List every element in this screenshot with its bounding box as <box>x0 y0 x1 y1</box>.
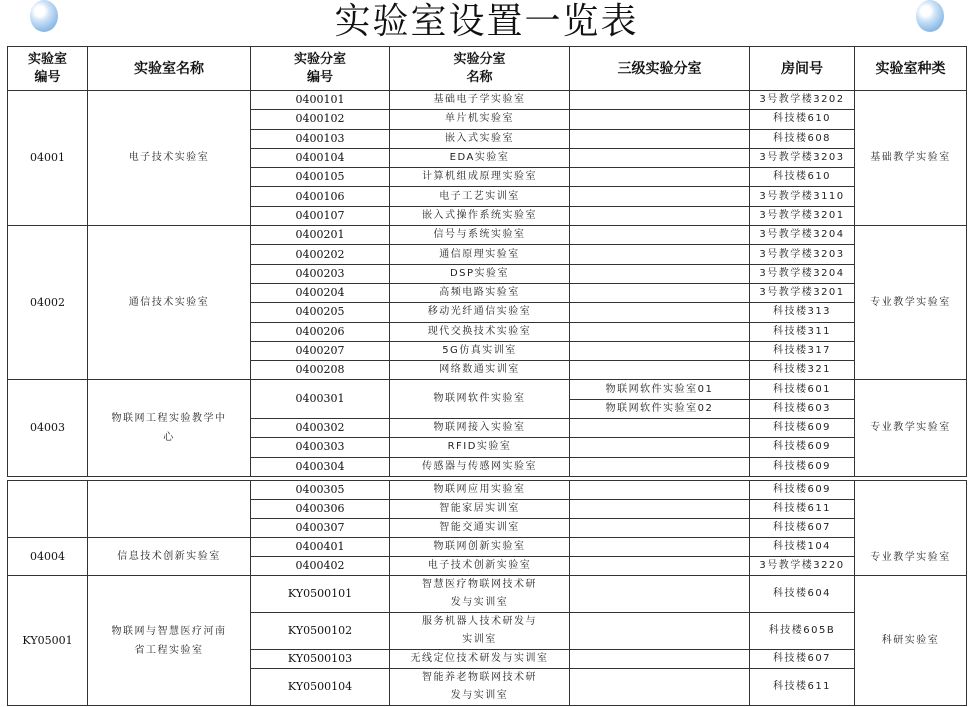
header-sub-name-text: 实验分室 名称 <box>453 51 506 85</box>
room-cell: 科技楼611 <box>750 500 855 519</box>
sub-name-cell: 单片机实验室 <box>390 110 570 129</box>
sub-code-cell: 0400307 <box>251 519 390 538</box>
sub-name-cell: 电子工艺实训室 <box>390 187 570 206</box>
lab-code-cell: 04004 <box>8 538 88 576</box>
third-level-cell <box>570 361 750 380</box>
sub-code-cell: KY0500101 <box>251 576 390 613</box>
room-cell: 3号教学楼3202 <box>750 91 855 110</box>
table-row <box>8 91 967 110</box>
third-level-cell <box>570 264 750 283</box>
table-row <box>8 380 967 399</box>
sub-name-cell: 服务机器人技术研发与实训室 <box>390 613 570 650</box>
sub-code-cell: 0400106 <box>251 187 390 206</box>
third-level-cell <box>570 187 750 206</box>
third-level-cell <box>570 576 750 613</box>
lab-type-cell: 专业教学实验室 <box>855 226 967 380</box>
third-level-cell <box>570 322 750 341</box>
page-title: 实验室设置一览表 <box>334 1 639 42</box>
sub-code-cell: 0400401 <box>251 538 390 557</box>
sub-code-cell: 0400101 <box>251 91 390 110</box>
third-level-cell <box>570 438 750 457</box>
third-level-cell <box>570 341 750 360</box>
sub-code-cell: 0400305 <box>251 481 390 500</box>
lab-code-cell: 04001 <box>8 91 88 226</box>
room-cell: 3号教学楼3220 <box>750 557 855 576</box>
sub-code-cell: 0400104 <box>251 148 390 167</box>
room-cell: 科技楼607 <box>750 519 855 538</box>
sub-code-cell: 0400205 <box>251 303 390 322</box>
third-level-cell <box>570 669 750 706</box>
sub-code-cell: 0400402 <box>251 557 390 576</box>
third-level-cell <box>570 457 750 476</box>
sub-code-cell: 0400303 <box>251 438 390 457</box>
lab-name-cell: 物联网工程实验教学中心 <box>88 380 251 476</box>
table-row <box>8 538 967 557</box>
room-cell: 科技楼607 <box>750 650 855 669</box>
room-cell: 科技楼603 <box>750 399 855 418</box>
sub-name-cell: 物联网软件实验室 <box>390 380 570 419</box>
third-level-cell <box>570 650 750 669</box>
sub-name-cell: 现代交换技术实验室 <box>390 322 570 341</box>
sub-code-cell: 0400107 <box>251 206 390 225</box>
sub-name-cell: RFID实验室 <box>390 438 570 457</box>
lab-type-cell: 专业教学实验室 <box>855 481 967 576</box>
sub-name-cell: 智能家居实训室 <box>390 500 570 519</box>
sub-code-cell: 0400306 <box>251 500 390 519</box>
lab-table-bottom <box>7 480 967 706</box>
third-level-cell <box>570 148 750 167</box>
header-sub-code <box>251 47 390 91</box>
sub-name-cell: 物联网应用实验室 <box>390 481 570 500</box>
third-level-cell <box>570 613 750 650</box>
lab-type-cell: 科研实验室 <box>855 576 967 706</box>
third-level-cell <box>570 538 750 557</box>
third-level-cell: 物联网软件实验室01 <box>570 380 750 399</box>
sub-code-cell: 0400204 <box>251 283 390 302</box>
sub-name-cell: 嵌入式操作系统实验室 <box>390 206 570 225</box>
header-lab-code <box>8 47 88 91</box>
sub-code-cell: 0400103 <box>251 129 390 148</box>
lab-name-cell <box>88 481 251 538</box>
lab-name-cell: 物联网与智慧医疗河南省工程实验室 <box>88 576 251 706</box>
sub-code-cell: 0400102 <box>251 110 390 129</box>
lab-table-top <box>7 46 967 477</box>
sub-code-cell: 0400206 <box>251 322 390 341</box>
table-row <box>8 576 967 613</box>
lab-name-cell: 信息技术创新实验室 <box>88 538 251 576</box>
sub-code-cell: 0400203 <box>251 264 390 283</box>
lab-name-cell: 通信技术实验室 <box>88 226 251 380</box>
sub-code-cell: 0400302 <box>251 419 390 438</box>
sub-name-cell: 计算机组成原理实验室 <box>390 168 570 187</box>
third-level-cell <box>570 500 750 519</box>
room-cell: 科技楼610 <box>750 168 855 187</box>
sub-name-cell: 信号与系统实验室 <box>390 226 570 245</box>
sub-code-cell: 0400301 <box>251 380 390 419</box>
room-cell: 3号教学楼3204 <box>750 264 855 283</box>
sub-name-cell: 移动光纤通信实验室 <box>390 303 570 322</box>
sub-name-cell: 物联网创新实验室 <box>390 538 570 557</box>
room-cell: 3号教学楼3204 <box>750 226 855 245</box>
room-cell: 科技楼609 <box>750 457 855 476</box>
sub-code-cell: 0400105 <box>251 168 390 187</box>
room-cell: 科技楼313 <box>750 303 855 322</box>
lab-code-cell: KY05001 <box>8 576 88 706</box>
third-level-cell <box>570 226 750 245</box>
room-cell: 科技楼601 <box>750 380 855 399</box>
lab-name-cell: 电子技术实验室 <box>88 91 251 226</box>
lab-type-cell: 专业教学实验室 <box>855 380 967 476</box>
third-level-cell <box>570 206 750 225</box>
sub-name-cell: EDA实验室 <box>390 148 570 167</box>
room-cell: 3号教学楼3203 <box>750 245 855 264</box>
sub-name-cell: 基础电子学实验室 <box>390 91 570 110</box>
header-lab-name: 实验室名称 <box>88 47 251 91</box>
room-cell: 科技楼321 <box>750 361 855 380</box>
third-level-cell <box>570 419 750 438</box>
sub-code-cell: 0400202 <box>251 245 390 264</box>
third-level-cell <box>570 91 750 110</box>
room-cell: 3号教学楼3201 <box>750 206 855 225</box>
sub-name-cell: 智能交通实训室 <box>390 519 570 538</box>
sub-name-cell: 物联网接入实验室 <box>390 419 570 438</box>
sub-name-cell: 嵌入式实验室 <box>390 129 570 148</box>
sub-code-cell: 0400304 <box>251 457 390 476</box>
room-cell: 3号教学楼3203 <box>750 148 855 167</box>
header-sub-name <box>390 47 570 91</box>
third-level-cell <box>570 283 750 302</box>
room-cell: 科技楼611 <box>750 669 855 706</box>
lab-code-cell <box>8 481 88 538</box>
lab-code-cell: 04002 <box>8 226 88 380</box>
table-row <box>8 226 967 245</box>
sub-code-cell: KY0500104 <box>251 669 390 706</box>
room-cell: 科技楼610 <box>750 110 855 129</box>
third-level-cell <box>570 481 750 500</box>
header-sub-code-text: 实验分室 编号 <box>293 51 346 85</box>
sub-name-cell: 通信原理实验室 <box>390 245 570 264</box>
table-row <box>8 481 967 500</box>
third-level-cell <box>570 110 750 129</box>
sub-name-cell: 高频电路实验室 <box>390 283 570 302</box>
room-cell: 科技楼609 <box>750 438 855 457</box>
table-header-row <box>8 47 967 91</box>
third-level-cell: 物联网软件实验室02 <box>570 399 750 418</box>
sub-name-cell: 智能养老物联网技术研发与实训室 <box>390 669 570 706</box>
third-level-cell <box>570 303 750 322</box>
third-level-cell <box>570 245 750 264</box>
sub-name-cell: 电子技术创新实验室 <box>390 557 570 576</box>
lab-type-cell: 基础教学实验室 <box>855 91 967 226</box>
sub-code-cell: 0400207 <box>251 341 390 360</box>
sub-name-cell: 5G仿真实训室 <box>390 341 570 360</box>
sub-code-cell: KY0500102 <box>251 613 390 650</box>
room-cell: 科技楼317 <box>750 341 855 360</box>
sub-name-cell: DSP实验室 <box>390 264 570 283</box>
third-level-cell <box>570 557 750 576</box>
room-cell: 3号教学楼3110 <box>750 187 855 206</box>
room-cell: 科技楼604 <box>750 576 855 613</box>
room-cell: 科技楼311 <box>750 322 855 341</box>
sub-name-cell: 传感器与传感网实验室 <box>390 457 570 476</box>
lab-code-cell: 04003 <box>8 380 88 476</box>
room-cell: 3号教学楼3201 <box>750 283 855 302</box>
room-cell: 科技楼104 <box>750 538 855 557</box>
sub-code-cell: 0400201 <box>251 226 390 245</box>
header-lab-type: 实验室种类 <box>855 47 967 91</box>
room-cell: 科技楼609 <box>750 481 855 500</box>
room-cell: 科技楼605B <box>750 613 855 650</box>
sub-name-cell: 网络数通实训室 <box>390 361 570 380</box>
sub-name-cell: 无线定位技术研发与实训室 <box>390 650 570 669</box>
header-lab-code-text: 实验室 编号 <box>27 51 67 85</box>
header-room: 房间号 <box>750 47 855 91</box>
third-level-cell <box>570 129 750 148</box>
third-level-cell <box>570 168 750 187</box>
sub-code-cell: 0400208 <box>251 361 390 380</box>
sub-name-cell: 智慧医疗物联网技术研发与实训室 <box>390 576 570 613</box>
header-third-level: 三级实验分室 <box>570 47 750 91</box>
third-level-cell <box>570 519 750 538</box>
room-cell: 科技楼609 <box>750 419 855 438</box>
sub-code-cell: KY0500103 <box>251 650 390 669</box>
room-cell: 科技楼608 <box>750 129 855 148</box>
